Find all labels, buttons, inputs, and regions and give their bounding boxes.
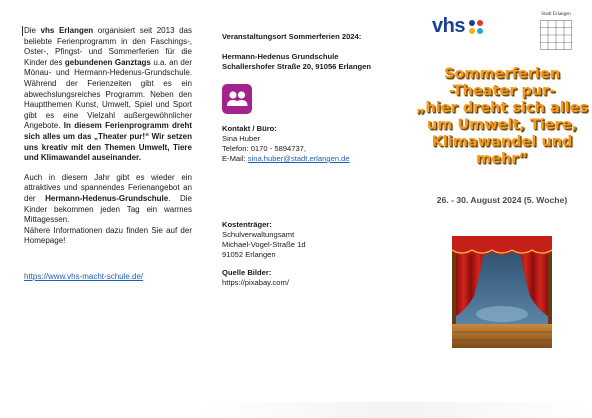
event-date: 26. - 30. August 2024 (5. Woche) xyxy=(436,195,568,205)
second-text-3: Nähere Informationen dazu finden Sie auf der Homepage! xyxy=(24,225,192,246)
intro-text-1: Die xyxy=(24,26,41,35)
text-cursor xyxy=(22,26,23,36)
vhs-logo-dots-icon xyxy=(468,19,484,35)
title-line-3: „hier dreht sich alles xyxy=(415,100,589,116)
contact-name: Sina Huber xyxy=(222,134,260,143)
page-bottom-shadow xyxy=(200,402,592,418)
intro-bold-2: gebundenen Ganztags xyxy=(64,57,151,67)
cost-line-2: Michael-Vogel-Straße 1d xyxy=(222,240,306,249)
second-bold-1: Hermann-Hedenus-Grundschule xyxy=(45,193,169,203)
contact-email-link[interactable]: sina.huber@stadt.erlangen.de xyxy=(247,154,350,163)
cost-label: Kostenträger: xyxy=(222,220,272,229)
title-line-4: um Umwelt, Tiere, xyxy=(426,117,578,133)
images-source: https://pixabay.com/ xyxy=(222,278,289,287)
column-left xyxy=(24,26,192,256)
venue-address: Schallershofer Straße 20, 91056 Erlangen xyxy=(222,62,371,71)
venue-block xyxy=(222,32,412,72)
contact-phone: Telefon: 0170 - 5894737, xyxy=(222,144,307,153)
intro-paragraph xyxy=(24,26,192,164)
second-paragraph xyxy=(24,173,192,247)
second-text-2: . Die Kinder bekommen jeden Tag ein warmes Mittagessen. xyxy=(24,193,192,225)
contact-block xyxy=(222,124,412,164)
title-line-6: mehr“ xyxy=(476,151,528,167)
email-prefix: E-Mail: xyxy=(222,154,248,163)
city-logo xyxy=(536,12,576,52)
second-text-1: Auch in diesem Jahr gibt es wieder ein attraktives und spannendes Ferienangebot an der xyxy=(24,172,192,203)
images-source-block xyxy=(222,268,412,288)
city-logo-grid-icon xyxy=(540,20,572,50)
contact-email-line xyxy=(222,154,412,164)
contact-label: Kontakt / Büro: xyxy=(222,124,277,133)
vhs-logo: vhs xyxy=(432,15,465,37)
intro-text-2: organisiert seit 2013 das beliebte Ferienprogramm in den Faschings-, Oster-, Pfingst- und Sommerferien für die Kinder des xyxy=(24,26,192,67)
title-line-2: -Theater pur- xyxy=(448,83,556,99)
title-line-5: Klimawandel und xyxy=(431,134,573,150)
intro-bold-1: vhs Erlangen xyxy=(40,26,94,35)
venue-name: Hermann-Hedenus Grundschule xyxy=(222,52,339,61)
cost-line-1: Schulverwaltungsamt xyxy=(222,230,295,239)
images-label: Quelle Bilder: xyxy=(222,268,272,277)
flyer-title xyxy=(412,66,592,168)
homepage-link[interactable]: https://www.vhs-macht-schule.de/ xyxy=(24,272,144,281)
intro-bold-3: In diesem Ferienprogramm dreht sich alles um das „Theater pur!“ Wir setzen uns kreativ mit den Themen Umwelt, Tiere und Klimawandel auseinander. xyxy=(24,121,192,163)
cost-block xyxy=(222,220,412,260)
theater-stage-illustration xyxy=(452,236,552,348)
city-logo-text: Stadt Erlangen xyxy=(541,12,571,17)
title-line-1: Sommerferien xyxy=(443,66,561,82)
cost-line-3: 91052 Erlangen xyxy=(222,250,276,259)
people-group-icon xyxy=(222,84,252,114)
intro-text-3: u.a. an der Mönau- und Hermann-Hedenus-Grundschule. Während der Ferienzeiten gibt es ein abwechslungsreiches Programm. Neben den Hauptthemen Kunst, Umwelt, Spiel und Sport gibt es eine Vielzahl außergewöhnlicher Angebote. xyxy=(24,57,192,131)
venue-label: Veranstaltungsort Sommerferien 2024: xyxy=(222,32,362,41)
